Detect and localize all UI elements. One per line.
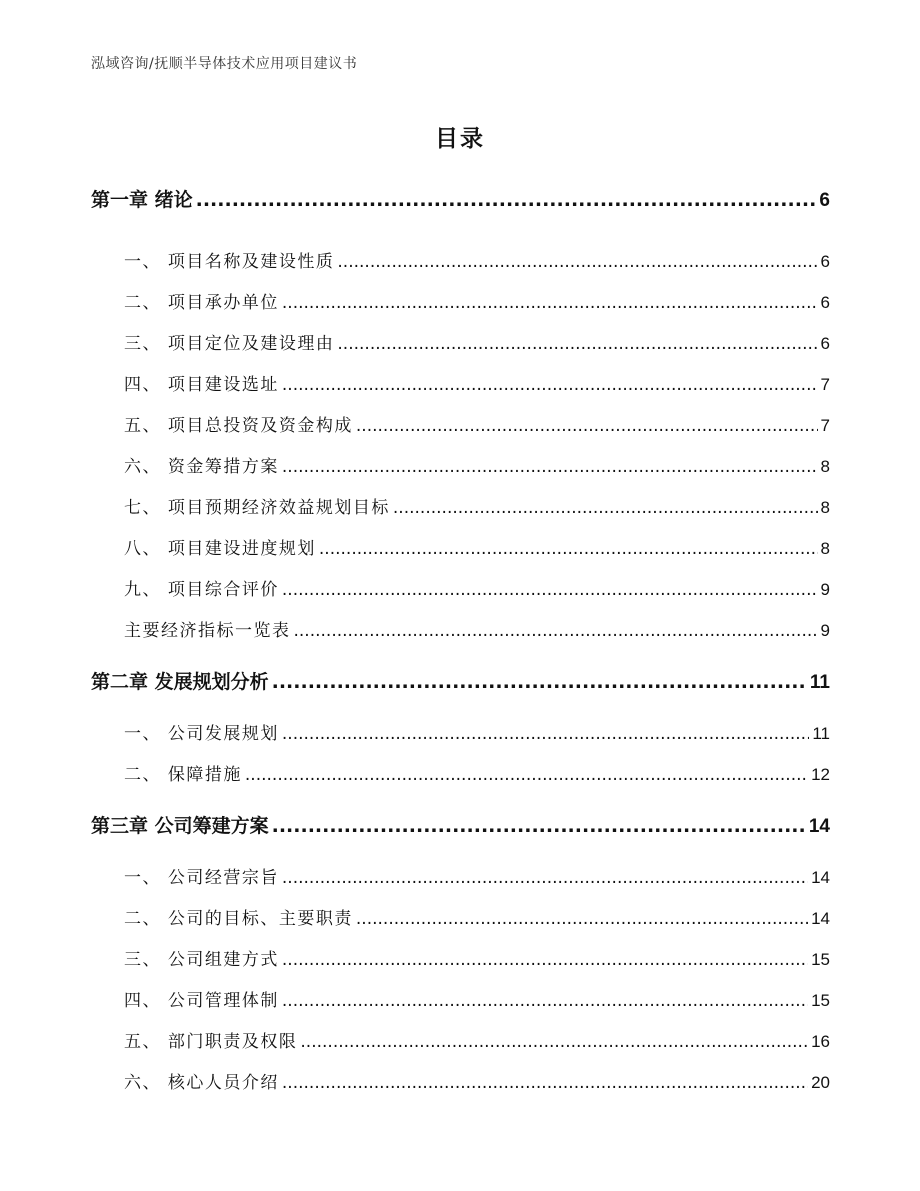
dot-leader <box>300 1032 808 1052</box>
dot-leader <box>337 252 817 272</box>
toc-page-number: 14 <box>808 816 830 837</box>
toc-entry-label: 八、 项目建设进度规划 <box>124 539 316 559</box>
toc-section-entry[interactable] <box>124 719 830 744</box>
toc-section-entry[interactable] <box>124 493 830 518</box>
dot-leader <box>282 724 809 744</box>
toc-entry-label: 四、 项目建设选址 <box>124 375 279 395</box>
dot-leader <box>393 498 818 518</box>
toc-page-number: 14 <box>811 909 830 928</box>
dot-leader <box>294 621 818 641</box>
toc-page-number: 6 <box>820 293 830 312</box>
toc-entry-label: 二、 公司的目标、主要职责 <box>124 909 353 929</box>
toc-page-number: 11 <box>812 724 830 743</box>
toc-section-entry[interactable] <box>124 616 830 641</box>
toc-page-number: 8 <box>820 539 830 558</box>
toc-page-number: 11 <box>809 672 830 693</box>
toc-section-entry[interactable] <box>124 986 830 1011</box>
toc-page-number: 6 <box>820 334 830 353</box>
dot-leader <box>272 815 806 837</box>
toc-entry-label: 三、 项目定位及建设理由 <box>124 334 335 354</box>
toc-chapter-entry[interactable] <box>91 811 830 838</box>
toc-section-entry[interactable] <box>124 288 830 313</box>
dot-leader <box>282 580 818 600</box>
dot-leader <box>319 539 818 559</box>
dot-leader <box>282 375 818 395</box>
toc-page-number: 9 <box>820 580 830 599</box>
toc-entry-label: 六、 资金筹措方案 <box>124 457 279 477</box>
toc-entry-label: 六、 核心人员介绍 <box>124 1073 279 1093</box>
toc-section-entry[interactable] <box>124 575 830 600</box>
toc-entry-label: 一、 项目名称及建设性质 <box>124 252 335 272</box>
toc-page-number: 8 <box>820 457 830 476</box>
dot-leader <box>245 765 808 785</box>
dot-leader <box>282 950 808 970</box>
toc-entry-label: 二、 项目承办单位 <box>124 293 279 313</box>
toc-section-entry[interactable] <box>124 370 830 395</box>
toc-page-number: 16 <box>811 1032 830 1051</box>
toc-section-entry[interactable] <box>124 247 830 272</box>
toc-entry-label: 第一章 绪论 <box>91 189 193 211</box>
toc-section-entry[interactable] <box>124 329 830 354</box>
toc-page-number: 7 <box>820 416 830 435</box>
toc-page-number: 8 <box>820 498 830 517</box>
toc-section-entry[interactable] <box>124 452 830 477</box>
toc-entry-label: 三、 公司组建方式 <box>124 950 279 970</box>
toc-page-number: 15 <box>811 991 830 1010</box>
toc-entry-label: 九、 项目综合评价 <box>124 580 279 600</box>
toc-section-entry[interactable] <box>124 534 830 559</box>
toc-page-number: 15 <box>811 950 830 969</box>
toc-entry-label: 第二章 发展规划分析 <box>91 671 269 693</box>
toc-section-entry[interactable] <box>124 863 830 888</box>
toc-page-number: 12 <box>811 765 830 784</box>
dot-leader <box>356 416 818 436</box>
dot-leader <box>196 189 817 211</box>
toc-entry-label: 五、 部门职责及权限 <box>124 1032 298 1052</box>
dot-leader <box>282 868 808 888</box>
toc-entry-label: 七、 项目预期经济效益规划目标 <box>124 498 390 518</box>
toc-section-entry[interactable] <box>124 1068 830 1093</box>
toc-section-entry[interactable] <box>124 945 830 970</box>
toc-chapter-entry[interactable] <box>91 667 830 694</box>
toc-entry-label: 一、 公司经营宗旨 <box>124 868 279 888</box>
toc-entry-label: 五、 项目总投资及资金构成 <box>124 416 353 436</box>
toc-page-number: 20 <box>811 1073 830 1092</box>
toc-section-entry[interactable] <box>124 760 830 785</box>
toc-page-number: 6 <box>820 252 830 271</box>
dot-leader <box>282 991 808 1011</box>
toc-title: 目录 <box>435 126 485 152</box>
dot-leader <box>282 1073 808 1093</box>
toc-page-number: 6 <box>819 190 830 211</box>
dot-leader <box>282 457 818 477</box>
toc-entry-label: 二、 保障措施 <box>124 765 242 785</box>
toc-page-number: 14 <box>811 868 830 887</box>
toc-entry-label: 第三章 公司筹建方案 <box>91 815 269 837</box>
dot-leader <box>337 334 817 354</box>
toc-section-entry[interactable] <box>124 411 830 436</box>
toc-entry-label: 主要经济指标一览表 <box>124 621 291 641</box>
dot-leader <box>356 909 808 929</box>
dot-leader <box>272 671 807 693</box>
toc-page-number: 9 <box>820 621 830 640</box>
toc-page-number: 7 <box>820 375 830 394</box>
toc-entry-label: 四、 公司管理体制 <box>124 991 279 1011</box>
toc-chapter-entry[interactable] <box>91 185 830 212</box>
toc-section-entry[interactable] <box>124 1027 830 1052</box>
running-header: 泓域咨询/抚顺半导体技术应用项目建议书 <box>91 56 358 72</box>
toc-entry-label: 一、 公司发展规划 <box>124 724 279 744</box>
dot-leader <box>282 293 818 313</box>
toc-section-entry[interactable] <box>124 904 830 929</box>
